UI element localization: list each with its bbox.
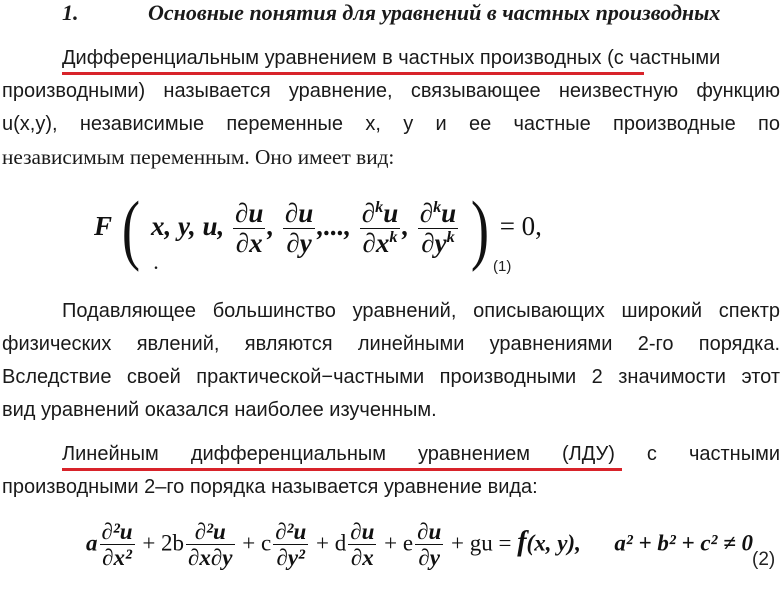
term-pde: Дифференциальным уравнением в частных производных bbox=[62, 47, 602, 69]
f1-rparen: ) bbox=[470, 185, 490, 272]
term-pde-underline bbox=[62, 72, 644, 75]
term-ldu-underline bbox=[62, 468, 622, 471]
f2-plus-2b: + 2b bbox=[142, 530, 185, 556]
f1-comma1: , bbox=[267, 211, 275, 242]
term-ldu: Линейным дифференциальным уравнением (ЛДУ) bbox=[62, 443, 615, 465]
f2-du-dy: $\frac{\partial u}{\partial y}$ bbox=[417, 519, 442, 571]
para2-line1: Подавляющее большинство уравнений, описывающих широкий спектр bbox=[62, 300, 780, 322]
formula-2 bbox=[86, 520, 753, 570]
equation-number-1: (1) bbox=[493, 258, 512, 275]
f2-plus-e: + e bbox=[384, 530, 414, 556]
f2-d2u-dy2: $\frac{\text{∂²u}}{\text{∂y²}}$ bbox=[275, 519, 307, 571]
f2-d2u-dx2: $\frac{\text{∂²u}}{\text{∂x²}}$ bbox=[101, 519, 133, 571]
f2-condition: a² + b² + c² ≠ 0 bbox=[614, 530, 754, 556]
f1-args: x, y, u, bbox=[151, 211, 225, 242]
para1-line3: u(x,y), независимые переменные x, y и ее частные производные по bbox=[2, 113, 780, 135]
f1-du-dy: $\frac{\partial u}{\partial y}$ bbox=[284, 198, 314, 258]
para2-line4: вид уравнений оказался наиболее изученным. bbox=[2, 399, 437, 421]
para1-line1 bbox=[62, 44, 780, 72]
para3-line1-rest: с частными bbox=[614, 443, 780, 465]
f1-lparen: ( bbox=[122, 185, 141, 272]
para3-line1 bbox=[62, 440, 780, 468]
para2-line2: физических явлений, являются линейными уравнениями 2-го порядка. bbox=[2, 333, 780, 355]
f2-fargs: (x, y), bbox=[526, 530, 581, 556]
f1-stray-dot: . bbox=[154, 256, 158, 273]
equation-number-2: (2) bbox=[752, 549, 776, 570]
f2-a: a bbox=[86, 530, 98, 556]
para1-line4: независимым переменным. Оно имеет вид: bbox=[2, 145, 395, 169]
section-heading bbox=[62, 0, 720, 26]
para3-line2: производными 2–го порядка называется уравнение вида: bbox=[2, 476, 538, 498]
f1-ellipsis: ,..., bbox=[317, 211, 352, 242]
f1-dku-dyk: $\frac{\partial^ku}{\partial y^k}$ bbox=[419, 198, 457, 258]
f2-plus-d: + d bbox=[316, 530, 347, 556]
f1-du-dx: $\frac{\partial u}{\partial x}$ bbox=[235, 198, 264, 258]
para1-line2: производными) называется уравнение, связывающее неизвестную функцию bbox=[2, 80, 780, 102]
f2-f: f bbox=[517, 526, 527, 558]
formula-1 bbox=[94, 185, 542, 272]
f1-F: F bbox=[94, 211, 112, 242]
f1-equals-zero: = 0, bbox=[499, 211, 542, 242]
f2-du-dx: $\frac{\partial u}{\partial x}$ bbox=[350, 519, 375, 571]
section-number: 1. bbox=[62, 0, 79, 25]
para1-line1-rest: (с частными bbox=[601, 47, 721, 69]
f2-plus-c: + c bbox=[242, 530, 272, 556]
section-title: Основные понятия для уравнений в частных производных bbox=[148, 0, 721, 25]
f2-d2u-dxdy: $\frac{\text{∂²u}}{\partial x\partial y}$ bbox=[188, 519, 233, 571]
f1-comma2: , bbox=[402, 211, 409, 242]
para2-line3: Вследствие своей практической−частными производными 2 значимости этот bbox=[2, 366, 780, 388]
f2-gu-equals: + gu = bbox=[451, 530, 512, 556]
f1-dku-dxk: $\frac{\partial^ku}{\partial x^k}$ bbox=[361, 198, 399, 258]
